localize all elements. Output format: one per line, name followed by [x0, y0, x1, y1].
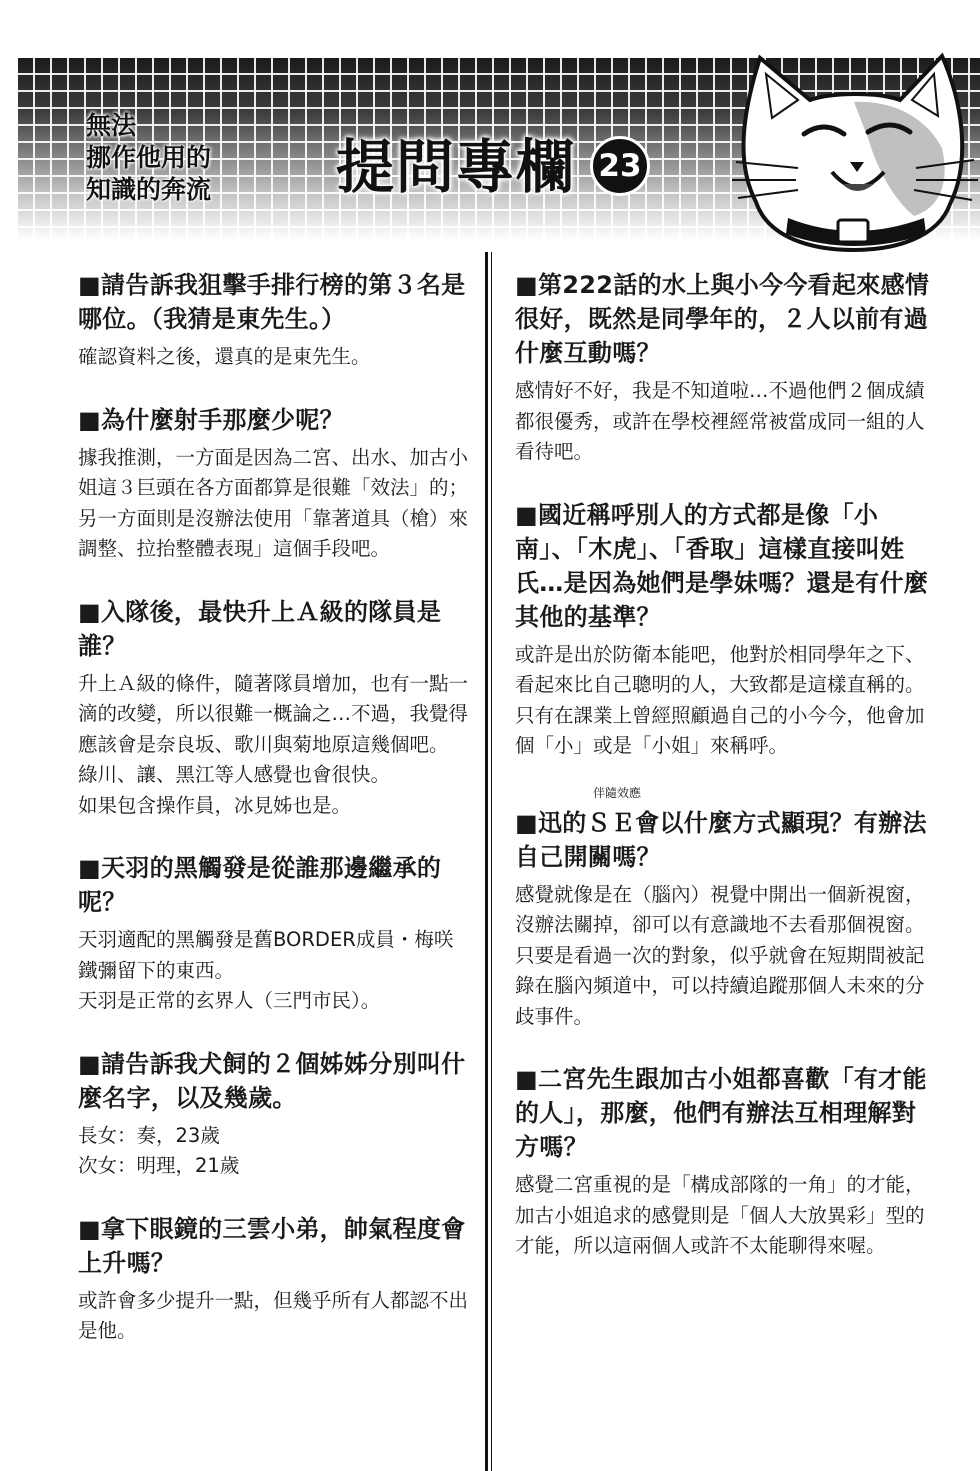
cat-mascot-icon	[728, 52, 980, 254]
answer: 感覺就像是在（腦內）視覺中開出一個新視窗，沒辦法關掉，卻可以有意識地不去看那個視窗。 只要是看過一次的對象，似乎就會在短期間被記錄在腦內頻道中，可以持續追蹤那個人未來的分歧事件。	[515, 882, 925, 1028]
right-column	[515, 268, 935, 1292]
left-column	[78, 268, 472, 1377]
question: ■請告訴我狙擊手排行榜的第３名是哪位。（我猜是東先生。）	[78, 271, 466, 333]
question: ■請告訴我犬飼的２個姊姊分別叫什麼名字，以及幾歲。	[78, 1049, 466, 1112]
answer: 或許會多少提升一點，但幾乎所有人都認不出是他。	[78, 1288, 469, 1342]
qa-item	[78, 595, 472, 822]
question-wrapper	[515, 785, 935, 880]
page-title: 提問專欄	[336, 133, 577, 201]
qa-item	[515, 268, 935, 468]
question: ■第222話的水上與小今今看起來感情很好，既然是同學年的，２人以前有過什麼互動嗎？	[515, 271, 930, 367]
qa-item	[515, 785, 935, 1033]
subtitle-line: 知識的奔流	[86, 175, 212, 204]
question: ■入隊後，最快升上Ａ級的隊員是誰？	[78, 597, 442, 660]
qa-item	[78, 403, 472, 565]
question: ■天羽的黑觸發是從誰那邊繼承的呢？	[78, 854, 442, 916]
furigana-ruby: 伴隨效應	[593, 785, 642, 800]
issue-number-badge: 23	[590, 136, 650, 196]
qa-item	[78, 851, 472, 1017]
qa-item	[78, 1212, 472, 1347]
question: ■二宮先生跟加古小姐都喜歡「有才能的人」，那麼，他們有辦法互相理解對方嗎？	[515, 1065, 927, 1161]
qa-item	[78, 1047, 472, 1182]
qa-item	[78, 268, 472, 373]
answer: 天羽適配的黑觸發是舊BORDER成員・梅咲鐵彌留下的東西。 天羽是正常的玄界人（三門市民）。	[78, 928, 454, 1012]
qa-item	[515, 1062, 935, 1262]
answer: 感覺二宮重視的是「構成部隊的一角」的才能，加古小姐追求的感覺則是「個人大放異彩」型的才能，所以這兩個人或許不太能聊得來喔。	[515, 1173, 925, 1257]
column-divider	[485, 252, 488, 1471]
subtitle-line: 挪作他用的	[86, 143, 212, 172]
qa-item	[515, 498, 935, 762]
answer: 據我推測，一方面是因為二宮、出水、加古小姐這３巨頭在各方面都算是很難「效法」的；另一方面則是沒辦法使用「靠著道具（槍）來調整、拉抬整體表現」這個手段吧。	[78, 445, 469, 560]
answer: 升上Ａ級的條件，隨著隊員增加，也有一點一滴的改變，所以很難一概論之…不過，我覺得應該會是奈良坂、歌川與菊地原這幾個吧。 綠川、讓、黑江等人感覺也會很快。 如果包含操作員，冰見姊也是。	[78, 671, 469, 817]
answer: 或許是出於防衛本能吧，他對於相同學年之下、看起來比自己聰明的人，大致都是這樣直稱的。 只有在課業上曾經照顧過自己的小今今，他會加個「小」或是「小姐」來稱呼。	[515, 642, 925, 757]
answer: 確認資料之後，還真的是東先生。	[78, 345, 371, 368]
subtitle-line: 無法	[86, 111, 137, 140]
column-divider	[491, 252, 492, 1471]
question: ■為什麼射手那麼少呢？	[78, 405, 344, 434]
column-subtitle	[86, 110, 246, 206]
question: ■迅的ＳＥ會以什麼方式顯現？有辦法自己開關嗎？	[515, 808, 927, 871]
answer: 長女：奏，23歲 次女：明理，21歲	[78, 1123, 240, 1177]
question: ■國近稱呼別人的方式都是像「小南」、「木虎」、「香取」這樣直接叫姓氏…是因為她們是學妹嗎？還是有什麼其他的基準？	[515, 500, 929, 631]
question: ■拿下眼鏡的三雲小弟，帥氣程度會上升嗎？	[78, 1214, 466, 1277]
answer: 感情好不好，我是不知道啦…不過他們２個成績都很優秀，或許在學校裡經常被當成同一組的人看待吧。	[515, 379, 925, 463]
